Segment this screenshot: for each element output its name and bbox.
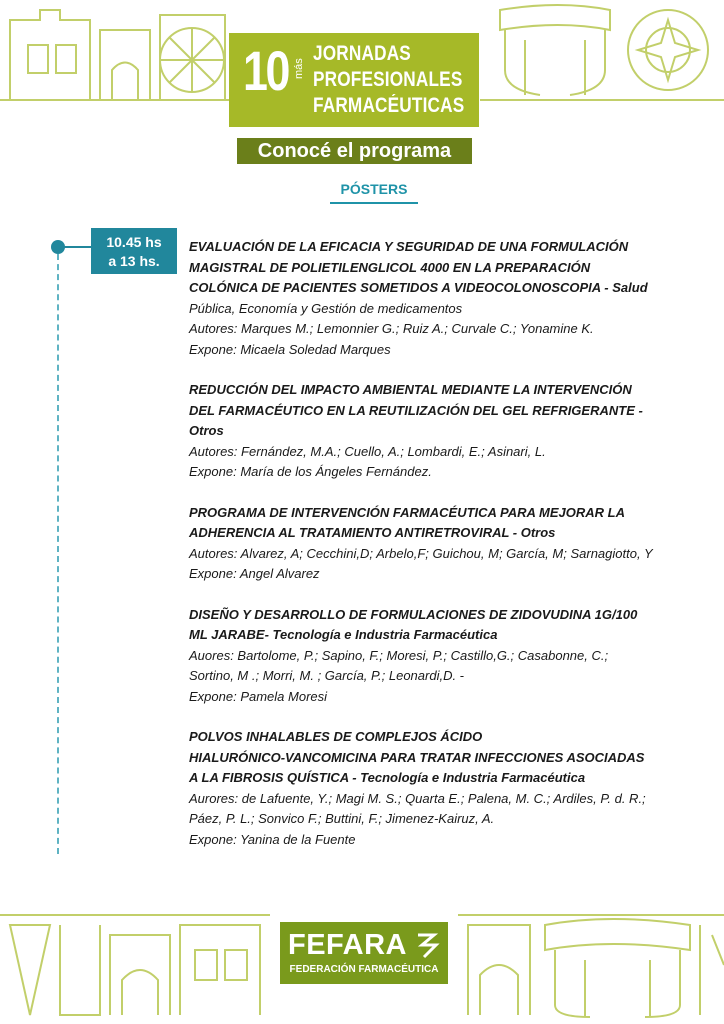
logo-line: PROFESIONALES (313, 68, 463, 91)
poster-title-line: POLVOS INHALABLES DE COMPLEJOS ÁCIDO (189, 729, 483, 744)
event-logo (229, 33, 479, 127)
poster-authors: Páez, P. L.; Sonvico F.; Buttini, F.; Jimenez-Kairuz, A. (189, 811, 495, 826)
poster-title-line: HIALURÓNICO-VANCOMICINA PARA TRATAR INFECCIONES ASOCIADAS (189, 749, 645, 765)
timeline-dashed-line (57, 254, 59, 854)
poster-title-line: Otros (189, 423, 224, 438)
timeline-connector (64, 246, 91, 248)
poster-presenter: Expone: Micaela Soledad Marques (189, 341, 391, 357)
logo-mas: más (293, 58, 305, 79)
poster-entry (189, 503, 689, 585)
time-slot-badge (91, 228, 177, 274)
poster-authors: Autores: Marques M.; Lemonnier G.; Ruiz A.; Curvale C.; Yonamine K. (189, 321, 594, 336)
poster-authors: Autores: Alvarez, A; Cecchini,D; Arbelo,F; Guichou, M; García, M; Sarnagiotto, Y (189, 545, 653, 561)
poster-title-line: MAGISTRAL DE POLIETILENGLICOL 4000 EN LA PREPARACIÓN (189, 259, 591, 275)
logo-number: 10 (243, 39, 289, 102)
poster-title-line: ML JARABE- Tecnología e Industria Farmacéutica (189, 627, 498, 642)
org-name: FEFARA (288, 929, 407, 961)
poster-entry (189, 237, 689, 360)
poster-authors: Auores: Bartolome, P.; Sapino, F.; Moresi, P.; Castillo,G.; Casabonne, C.; (189, 647, 609, 663)
time-start: 10.45 hs (106, 234, 162, 250)
poster-title-line: REDUCCIÓN DEL IMPACTO AMBIENTAL MEDIANTE LA INTERVENCIÓN (189, 382, 632, 397)
org-full-name: FEDERACIÓN FARMACÉUTICA (289, 964, 439, 975)
poster-title-line: COLÓNICA DE PACIENTES SOMETIDOS A VIDEOCOLONOSCOPIA - Salud (189, 280, 648, 295)
mortar-pestle-icon (416, 931, 440, 966)
poster-presenter: Expone: Angel Alvarez (189, 566, 320, 581)
poster-authors: Autores: Fernández, M.A.; Cuello, A.; Lombardi, E.; Asinari, L. (189, 443, 546, 459)
poster-authors: Sortino, M .; Morri, M. ; García, P.; Leonardi,D. - (189, 668, 465, 683)
poster-title-line: DEL FARMACÉUTICO EN LA REUTILIZACIÓN DEL GEL REFRIGERANTE - (189, 402, 643, 418)
program-banner: Conocé el programa (237, 138, 472, 164)
poster-title-line: ADHERENCIA AL TRATAMIENTO ANTIRETROVIRAL - Otros (189, 525, 556, 540)
poster-title-line: PROGRAMA DE INTERVENCIÓN FARMACÉUTICA PARA MEJORAR LA (189, 504, 625, 520)
poster-title-line: EVALUACIÓN DE LA EFICACIA Y SEGURIDAD DE UNA FORMULACIÓN (189, 239, 629, 254)
logo-line: JORNADAS (313, 42, 411, 65)
poster-presenter: Expone: María de los Ángeles Fernández. (189, 464, 432, 479)
section-title: PÓSTERS (330, 181, 418, 204)
poster-authors: Aurores: de Lafuente, Y.; Magi M. S.; Quarta E.; Palena, M. C.; Ardiles, P. d. R.; (189, 790, 646, 806)
fefara-logo (280, 922, 448, 984)
logo-line: FARMACÉUTICAS (313, 94, 465, 117)
poster-title-line: A LA FIBROSIS QUÍSTICA - Tecnología e Industria Farmacéutica (189, 770, 586, 785)
poster-presenter: Expone: Pamela Moresi (189, 688, 328, 704)
poster-presenter: Expone: Yanina de la Fuente (189, 831, 356, 847)
poster-info-line: Pública, Economía y Gestión de medicamentos (189, 300, 463, 316)
logo-title (313, 41, 498, 119)
timeline-dot (51, 240, 65, 254)
time-end: a 13 hs. (108, 253, 160, 269)
poster-entry (189, 380, 689, 483)
poster-list (189, 237, 689, 870)
poster-title-line: DISEÑO Y DESARROLLO DE FORMULACIONES DE ZIDOVUDINA 1G/100 (189, 606, 638, 622)
poster-entry (189, 727, 689, 850)
poster-entry (189, 605, 689, 708)
